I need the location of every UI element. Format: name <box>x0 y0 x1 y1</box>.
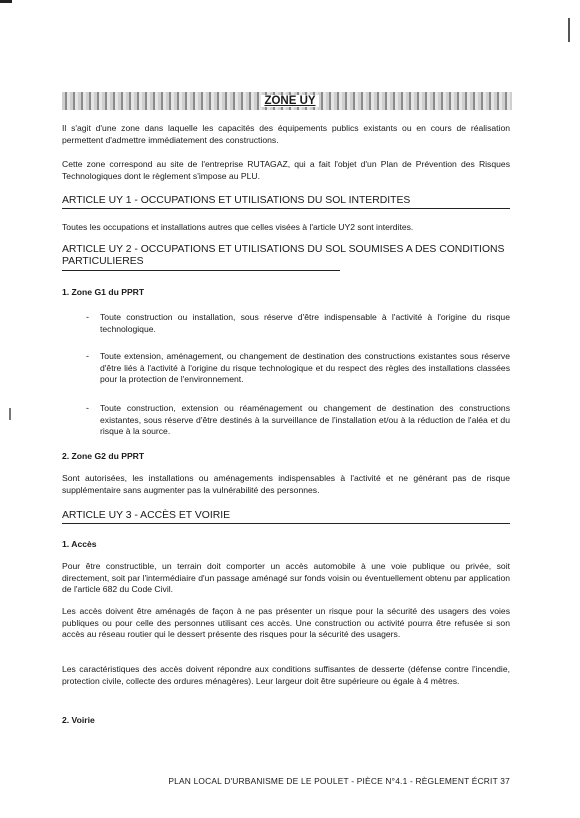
acces-paragraph-2: Les accès doivent être aménagés de façon à ne pas présenter un risque pour la sécurité des usagers des voies publiques ou pour celle des personnes utilisant ces accès. Une construction ou activité pourra être refusée si son accès au réseau routier qui le dessert présente des risques pour la sécurité des usagers. <box>62 606 510 640</box>
acces-paragraph-3: Les caractéristiques des accès doivent répondre aux conditions suffisantes de desserte (défense contre l'incendie, protection civile, collecte des ordures ménagères). Leur largeur doit être supérieure ou égale à 4 mètres. <box>62 664 510 686</box>
zone-g1-heading: 1. Zone G1 du PPRT <box>62 287 145 297</box>
zone-g2-heading: 2. Zone G2 du PPRT <box>62 451 145 461</box>
bullet-item-1: Toute construction ou installation, sous réserve d'être indispensable à l'activité à l'origine du risque technologique. <box>100 312 510 334</box>
article-uy1-text: Toutes les occupations et installations autres que celles visées à l'article UY2 sont interdites. <box>62 222 414 232</box>
acces-paragraph-1: Pour être constructible, un terrain doit comporter un accès automobile à une voie publique ou privée, soit directement, soit par l'intermédiaire d'un passage aménagé sur fonds voisin ou éventuellement obtenu par application de l'article 682 du Code Civil. <box>62 561 510 595</box>
acces-heading: 1. Accès <box>62 539 97 549</box>
article-uy1-title: ARTICLE UY 1 - OCCUPATIONS ET UTILISATIONS DU SOL INTERDITES <box>62 195 411 206</box>
bullet-mark: - <box>86 351 89 361</box>
intro-paragraph-1: Il s'agit d'une zone dans laquelle les capacités des équipements publics existants ou en cours de réalisation permettent d'admettre immédiatement des constructions. <box>62 123 510 145</box>
article-uy2-title: ARTICLE UY 2 - OCCUPATIONS ET UTILISATIONS DU SOL SOUMISES A DES CONDITIONS PARTICULIERES <box>62 244 505 268</box>
scan-mark-left <box>9 408 11 420</box>
heading-rule <box>62 523 510 524</box>
article-uy3-title: ARTICLE UY 3 - ACCÈS ET VOIRIE <box>62 510 231 521</box>
zone-title: ZONE UY <box>0 92 580 110</box>
article-uy2-heading <box>62 244 510 269</box>
bullet-mark: - <box>86 403 89 413</box>
bullet-item-3: Toute construction, extension ou réaménagement ou changement de destination des constructions existantes, sous réserve d'être destinés à la surveillance de l'installation et/ou à la réduction de l'aléa et du risque à la source. <box>100 403 510 437</box>
scan-mark-top-right <box>568 18 570 42</box>
page-footer: PLAN LOCAL D'URBANISME DE LE POULET - PIÈCE N°4.1 - RÈGLEMENT ÉCRIT 37 <box>168 776 510 786</box>
article-uy3-heading <box>62 510 510 522</box>
heading-rule <box>62 208 510 209</box>
article-uy1-heading <box>62 195 510 207</box>
voirie-heading: 2. Voirie <box>62 715 95 725</box>
zone-g2-text: Sont autorisées, les installations ou aménagements indispensables à l'activité et ne générant pas de risque supplémentaire sans augmenter pas la vulnérabilité des personnes. <box>62 473 510 495</box>
intro-paragraph-2: Cette zone correspond au site de l'entreprise RUTAGAZ, qui a fait l'objet d'un Plan de Prévention des Risques Technologiques dont le règlement s'impose au PLU. <box>62 159 510 181</box>
bullet-item-2: Toute extension, aménagement, ou changement de destination des constructions existantes sous réserve d'être liés à l'activité à l'origine du risque technologique et du respect des règles des installations classées pour la protection de l'environnement. <box>100 351 510 385</box>
bullet-mark: - <box>86 312 89 322</box>
scan-mark-top-left <box>0 0 12 3</box>
heading-rule <box>62 270 340 271</box>
